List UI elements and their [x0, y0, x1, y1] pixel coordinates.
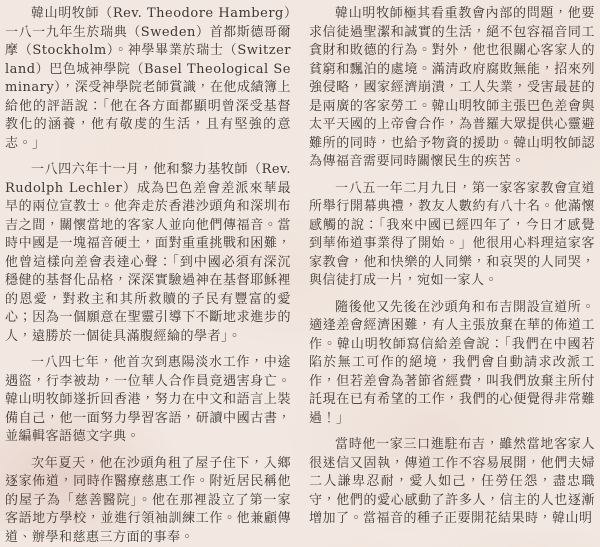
- paragraph-1847-setback: 一八四七年，他首次到惠陽淡水工作，中途遇盜，行李被劫，一位華人合作員竟遇害身亡。韓山明牧師遂折回香港，努力在中文和語言上裝備自己，他一面努力學習客語，研讀中國古書，並編輯客語德文字典。: [5, 354, 291, 447]
- paragraph-biography-intro: 韓山明牧師（Rev. Theodore Hamberg）一八一九年生於瑞典（Sweden）首都斯德哥爾摩（Stockholm）。神學畢業於瑞士（Switzerland）巴色城神學院（Basel Theological Seminary），深受神學院老師賞識，在他成績簿上給他的評語說：「他在各方面都顯明曾深受基督教化的涵養，他有敬虔的生活，且有堅強的意志。」: [5, 5, 291, 153]
- paragraph-bukit-family: 當時他一家三口進駐布吉，雖然當地客家人很迷信又固執，傳道工作不容易展開，他們夫婦二人謙卑忍耐，愛人如己，任勞任怨，盡忠職守，他們的愛心感動了許多人，信主的人也逐漸增加了。當福音的種子正要開花結果時，韓山明: [309, 436, 595, 529]
- text-column-right: [309, 5, 595, 531]
- paragraph-shataukok-ministry: 次年夏天，他在沙頭角租了屋子住下，入鄉逐家佈道，同時作醫療慈惠工作。附近居民稱他的屋子為「慈善醫院」。他在那裡設立了第一家客語地方學校，並進行領袖訓練工作。他兼顧傳道、辦學和慈惠三方面的事奉。: [5, 455, 291, 547]
- paragraph-mission-call: 一八四六年十一月，他和黎力基牧師（Rev. Rudolph Lechler）成為巴色差會差派來華最早的兩位宣教士。他奔走於香港沙頭角和深圳布吉之間，關懷當地的客家人並向他們傳福音。當時中國是一塊福音硬土，面對重重挑戰和困難，他曾這樣向差會表達心聲：「到中國必須有深沉穩健的基督化品格，深深實驗過神在基督耶穌裡的恩愛，對救主和其所救贖的子民有豐富的愛心；因為一個願意在聖靈引導下不斷地求進步的人，遠勝於一個徒具滿腹經綸的學者」。: [5, 161, 291, 346]
- text-column-left: [5, 5, 291, 531]
- paragraph-church-concerns: 韓山明牧師極其看重教會內部的問題，他要求信徒過聖潔和誠實的生活，絕不包容福音同工貪財和敗德的行為。對外，他也很關心客家人的貧窮和飄泊的處境。滿清政府腐敗無能，招來列強侵略，國家經濟崩潰，工人失業，受害最甚的是兩廣的客家勞工。韓山明牧師主張巴色差會與太平天國的上帝會合作，為普羅大眾提供心靈避難所的同時，也給予物資的援助。韓山明牧師認為傳福音需要同時關懷民生的疾苦。: [309, 5, 595, 172]
- paragraph-letter-to-mission: 隨後他又先後在沙頭角和布吉開設宣道所。適逢差會經濟困難，有人主張放棄在華的佈道工作。韓山明牧師寫信給差會說：「我們在中國若陷於無工可作的絕境，我們會自動請求改派工作，但若差會為著節省經費，叫我們放棄主所付託現在已有希望的工作，我們的心便覺得非常難過！」: [309, 299, 595, 429]
- paragraph-first-church-1851: 一八五一年二月九日，第一家客家教會宣道所舉行開幕典禮，教友人數約有八十名。他滿懷感觸的說：「我來中國已經四年了，今日才感覺到華佈道事業得了開始。」他很用心料理這家客家教會，他和快樂的人同樂，和哀哭的人同哭，與信徒打成一片，宛如一家人。: [309, 180, 595, 291]
